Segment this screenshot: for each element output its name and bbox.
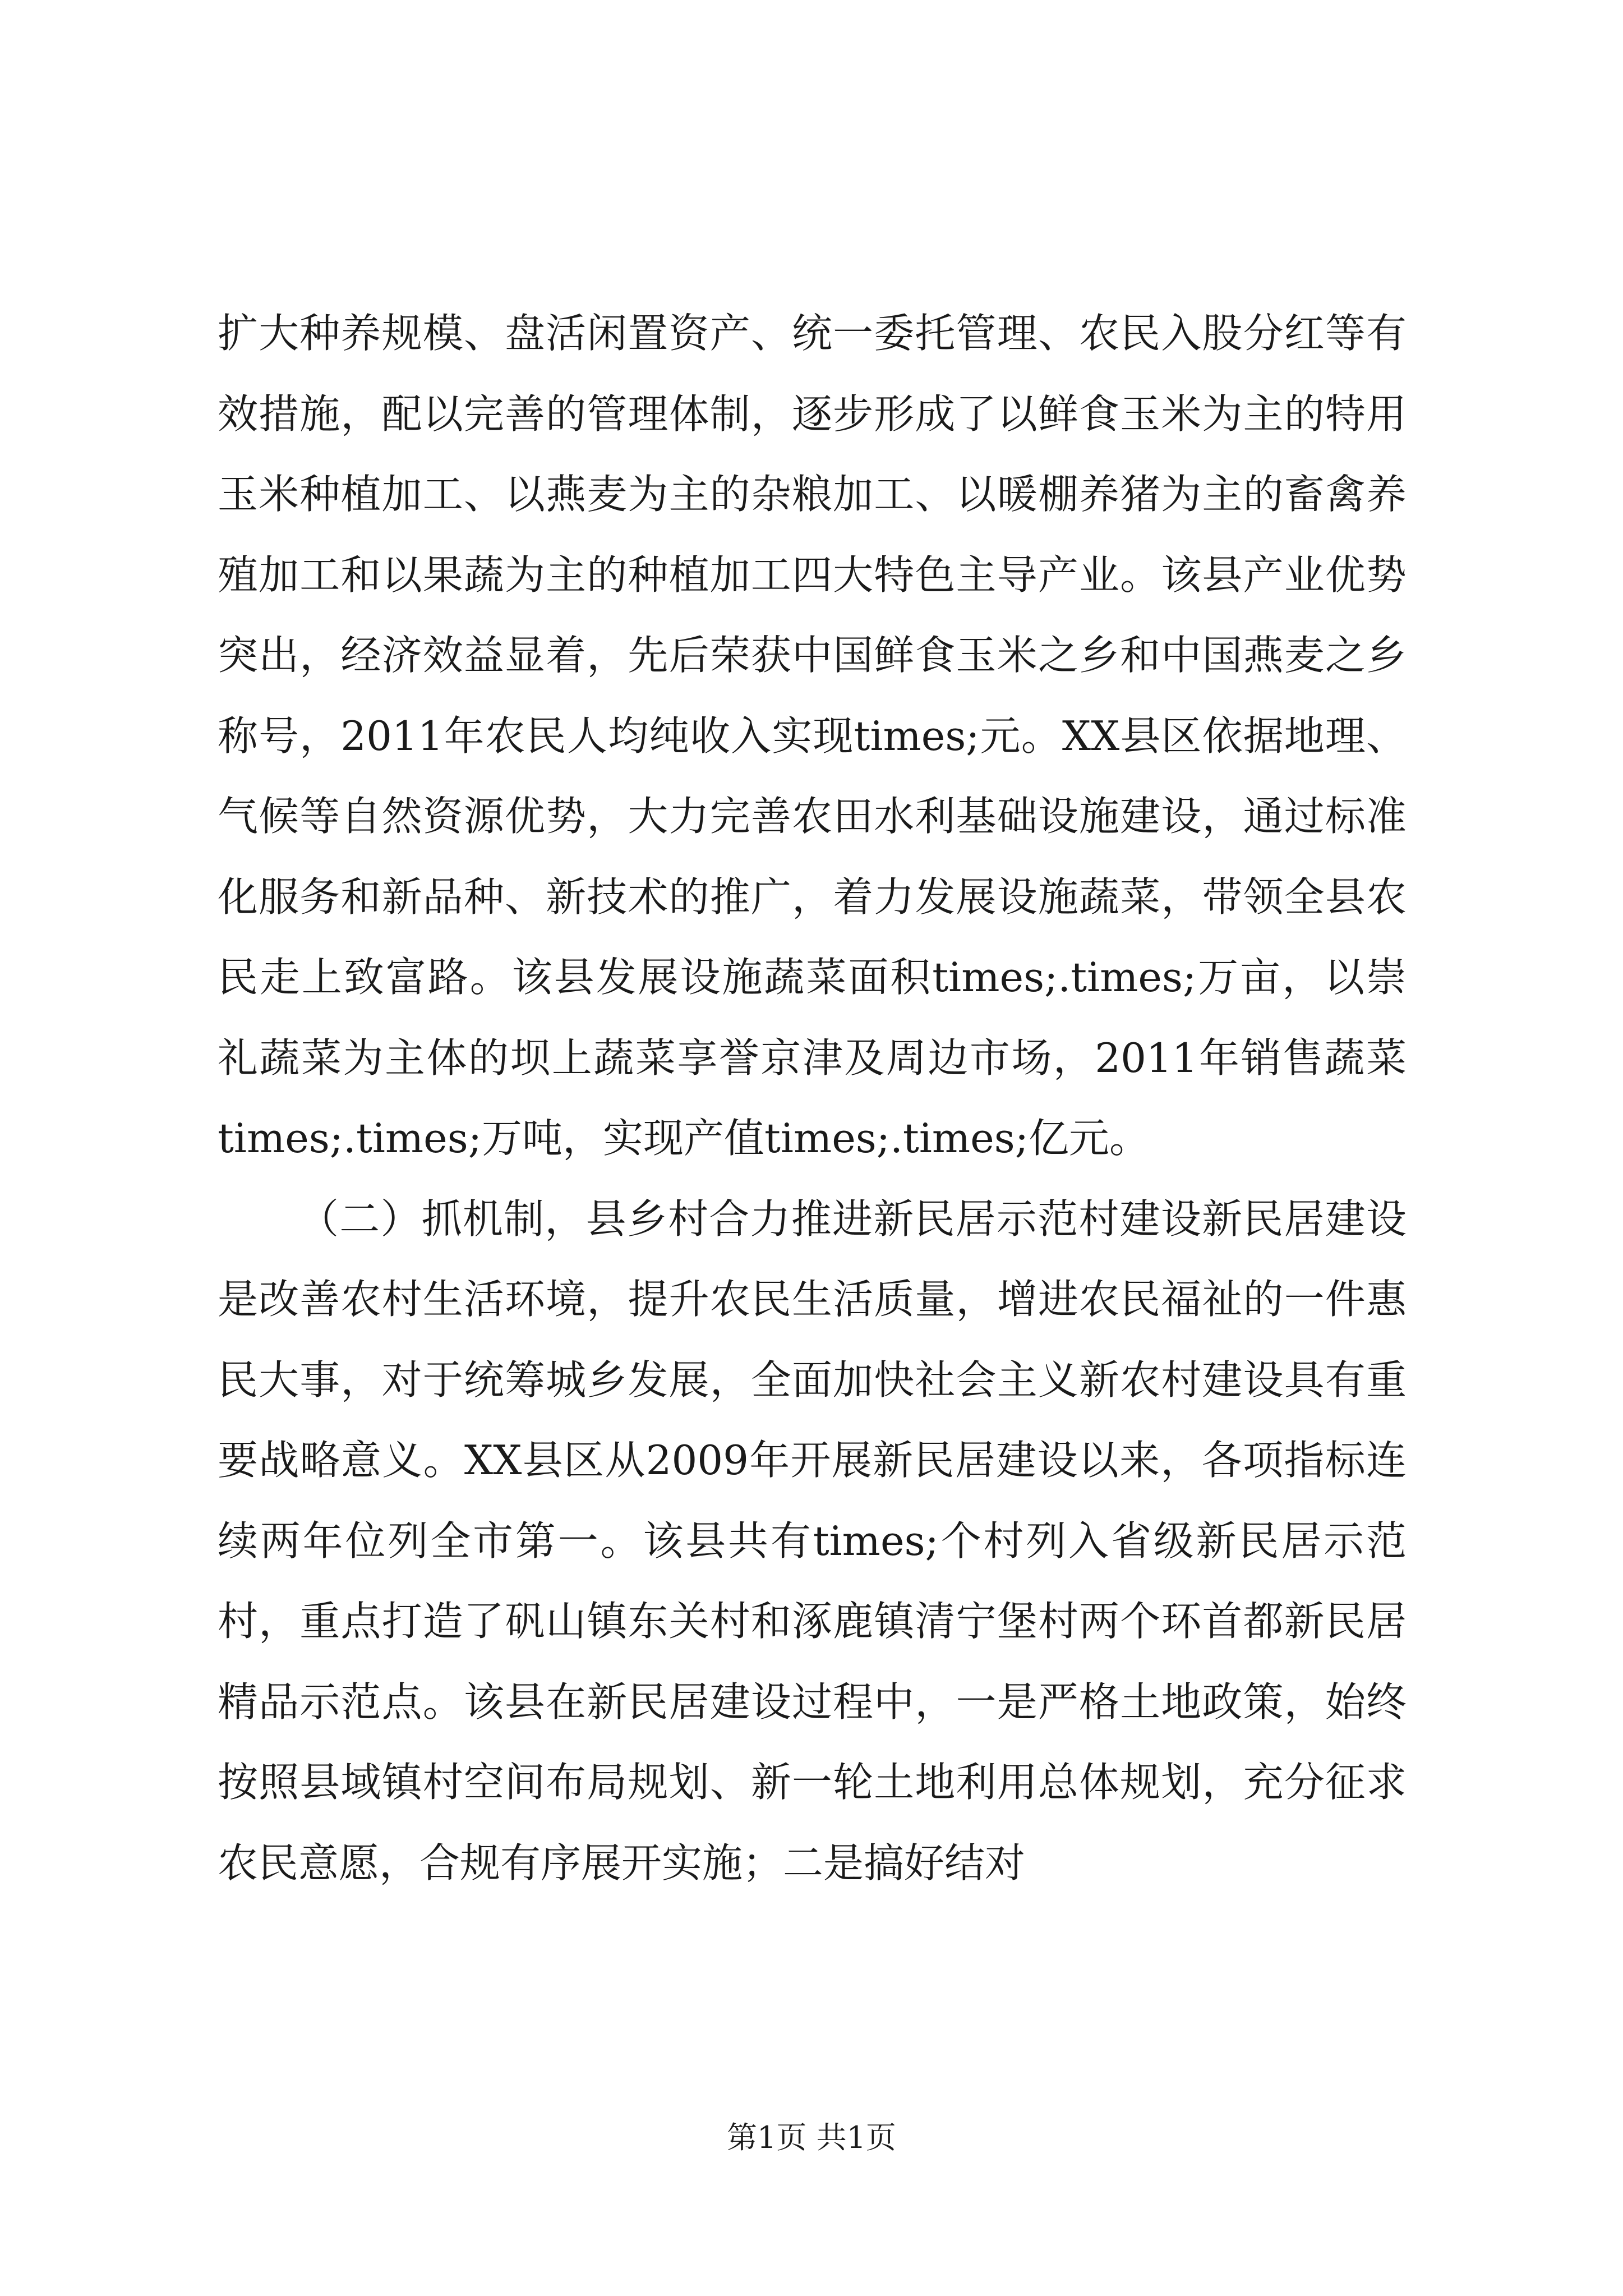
paragraph-2: （二）抓机制，县乡村合力推进新民居示范村建设新民居建设是改善农村生活环境，提升农民生活质量，增进农民福祉的一件惠民大事，对于统筹城乡发展，全面加快社会主义新农村建设具有重要战略意义。XX县区从2009年开展新民居建设以来，各项指标连续两年位列全市第一。该县共有times;个村列入省级新民居示范村，重点打造了矾山镇东关村和涿鹿镇清宁堡村两个环首都新民居精品示范点。该县在新民居建设过程中，一是严格土地政策，始终按照县域镇村空间布局规划、新一轮土地利用总体规划，充分征求农民意愿，合规有序展开实施；二是搞好结对: [218, 1195, 1407, 1887]
document-body: [218, 293, 1407, 1903]
page-footer: [0, 2118, 1623, 2157]
paragraph-1: 扩大种养规模、盘活闲置资产、统一委托管理、农民入股分红等有效措施，配以完善的管理体制，逐步形成了以鲜食玉米为主的特用玉米种植加工、以燕麦为主的杂粮加工、以暖棚养猪为主的畜禽养殖加工和以果蔬为主的种植加工四大特色主导产业。该县产业优势突出，经济效益显着，先后荣获中国鲜食玉米之乡和中国燕麦之乡称号，2011年农民人均纯收入实现times;元。XX县区依据地理、气候等自然资源优势，大力完善农田水利基础设施建设，通过标准化服务和新品种、新技术的推广，着力发展设施蔬菜，带领全县农民走上致富路。该县发展设施蔬菜面积times;.times;万亩，以崇礼蔬菜为主体的坝上蔬菜享誉京津及周边市场，2011年销售蔬菜times;.times;万吨，实现产值times;.times;亿元。: [218, 310, 1407, 1162]
page-number-label: 第1页 共1页: [727, 2120, 896, 2155]
